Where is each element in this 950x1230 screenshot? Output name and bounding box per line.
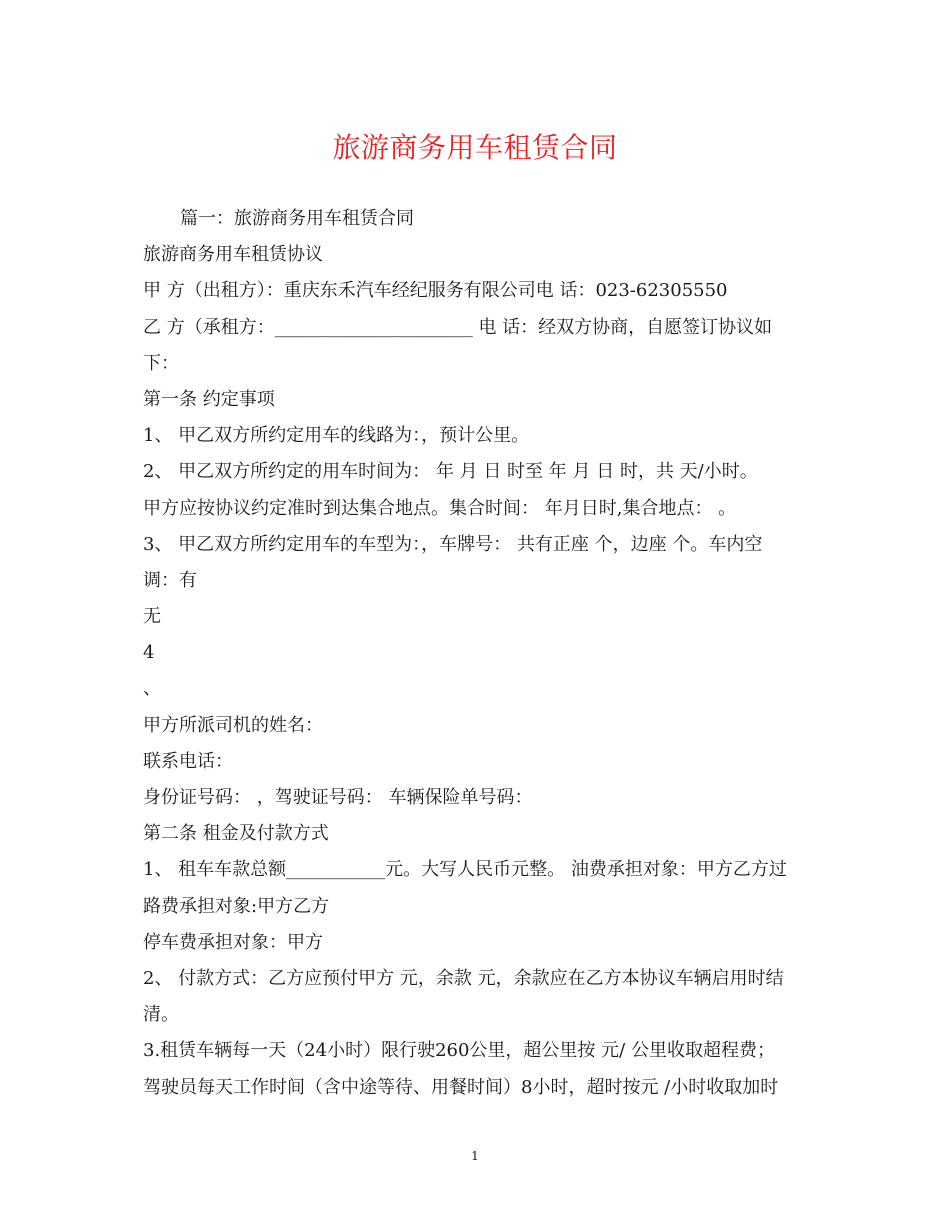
text-line: 1、 甲乙双方所约定用车的线路为：，预计公里。	[143, 425, 530, 447]
text-line: 甲方应按协议约定准时到达集合地点。集合时间： 年月日时,集合地点： 。	[143, 497, 737, 519]
article-heading: 第二条 租金及付款方式	[143, 823, 329, 845]
agreement-heading: 旅游商务用车租赁协议	[143, 244, 323, 266]
text-line: 停车费承担对象：甲方	[143, 931, 323, 953]
text-line: 联系电话：	[143, 750, 233, 772]
text-line: 驾驶员每天工作时间（含中途等待、用餐时间）8小时，超时按元 /小时收取加时	[143, 1076, 779, 1098]
text-line: 2、 付款方式：乙方应预付甲方 元，余款 元，余款应在乙方本协议车辆启用时结	[143, 967, 784, 989]
party-a-line: 甲 方（出租方）：重庆东禾汽车经纪服务有限公司电 话：023-62305550	[143, 280, 728, 302]
text-line: 身份证号码： ，驾驶证号码： 车辆保险单号码：	[143, 787, 533, 808]
text-line: 2、 甲乙双方所约定的用车时间为： 年 月 日 时至 年 月 日 时，共 天/小时。	[143, 461, 758, 483]
text-line: 路费承担对象:甲方乙方	[143, 895, 330, 917]
party-b-line: 乙 方（承租方：______________________ 电 话：经双方协商，自愿签订协议如	[143, 316, 773, 338]
article-heading: 第一条 约定事项	[143, 388, 275, 410]
text-line: 3、 甲乙双方所约定用车的车型为：，车牌号： 共有正座 个，边座 个。车内空	[143, 533, 763, 555]
section-heading: 篇一：旅游商务用车租赁合同	[180, 208, 414, 229]
text-line: 、	[143, 678, 161, 700]
text-line: 下：	[143, 352, 179, 374]
text-line: 甲方所派司机的姓名：	[143, 714, 323, 736]
text-line: 清。	[143, 1004, 179, 1026]
text-line: 无	[143, 606, 161, 628]
text-line: 3.租赁车辆每一天（24小时）限行驶260公里，超公里按 元/ 公里收取超程费；	[143, 1040, 775, 1062]
text-line: 调：有	[143, 569, 197, 591]
document-title: 旅游商务用车租赁合同	[332, 131, 618, 164]
text-line: 1、 租车车款总额___________元。大写人民币元整。 油费承担对象：甲方乙方过	[143, 859, 787, 881]
document-body	[143, 201, 823, 1106]
page-number: 1	[471, 1149, 479, 1163]
text-line: 4	[143, 642, 155, 664]
